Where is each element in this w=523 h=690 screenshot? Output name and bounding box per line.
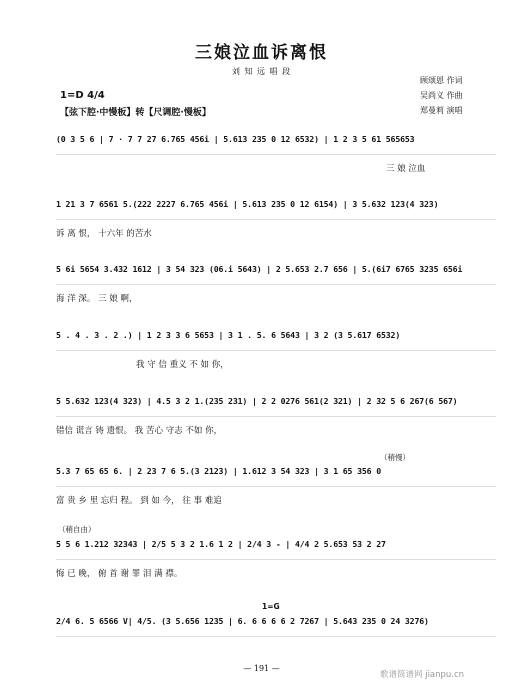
notation-line: 5 5 6 1.212 32343 | 2/5 5 3 2 1.6 1 2 | 2/4 3 - | 4/4 2 5.653 53 2 27 — [56, 539, 496, 560]
singer-credit: 郑曼莉 演唱 — [420, 106, 463, 115]
lyrics-line: 我 守 信 重义 不 如 你， — [136, 360, 229, 370]
song-title: 三娘泣血诉离恨 — [195, 43, 328, 63]
notation-line: 1 21 3 7 6561 5.(222 2227 6.765 456i | 5.613 235 0 12 6154) | 3 5.632 123(4 323) — [56, 199, 496, 220]
lyrics-line: 悔 已 晚， 俯 首 谢 罪 泪 满 襟。 — [56, 569, 183, 579]
mode-banner: 【弦下腔·中慢板】转【尺调腔·慢板】 — [60, 108, 211, 118]
credits-block — [420, 73, 463, 118]
composer-credit: 吴尚义 作曲 — [420, 91, 463, 100]
notation-line: 5 5.632 123(4 323) | 4.5 3 2 1.(235 231) | 2 2 0276 561(2 321) | 2 32 5 6 267(6 567) — [56, 396, 496, 417]
song-subtitle: 刘 知 远 唱 段 — [231, 67, 292, 76]
lyrics-line: 诉 离 恨， 十六年 的苦水 — [56, 229, 152, 239]
lyrics-line: 海 洋 深。 三 娘 啊， — [56, 294, 138, 304]
score-row-5 — [56, 396, 496, 454]
key-change-marking: 1=G — [262, 602, 280, 611]
score-row-6 — [56, 466, 496, 524]
notation-line: (0 3 5 6 | 7 · 7 7 27 6.765 456i | 5.613 235 0 12 6532) | 1 2 3 5 61 565653 — [56, 134, 496, 155]
score-row-3 — [56, 264, 496, 322]
notation-line: 5 6i 5654 3.432 1612 | 3 54 323 (06.i 5643) | 2 5.653 2.7 656 | 5.(6i7 6765 3235 656i — [56, 264, 496, 285]
page-number: — 191 — — [243, 664, 280, 673]
tempo-marking-free: （稍自由） — [58, 525, 96, 534]
site-watermark: 歌谱简谱网 jianpu.cn — [380, 670, 465, 680]
notation-line: 5 . 4 . 3 . 2 .) | 1 2 3 3 6 5653 | 3 1 . 5. 6 5643 | 3 2 (3 5.617 6532) — [56, 330, 496, 351]
lyrics-line: 富 贵 乡 里 忘归 程。 到 如 今， 往 事 难追 — [56, 496, 222, 506]
lyrics-line: 三 娘 泣血 — [386, 164, 426, 174]
score-row-4 — [56, 330, 496, 388]
tempo-marking-slow: （稍慢） — [380, 453, 410, 462]
notation-line: 2/4 6. 5 6566 V| 4/5. (3 5.656 1235 | 6. 6 6 6 6 2 7267 | 5.643 235 0 24 3276) — [56, 616, 496, 637]
score-row-7 — [56, 539, 496, 597]
lyricist-credit: 顾颂恩 作词 — [420, 76, 463, 85]
score-row-1 — [56, 134, 496, 192]
lyrics-line: 错信 谎言 铸 遗恨。 我 苦心 守志 不如 你， — [56, 426, 223, 436]
notation-line: 5.3 7 65 65 6. | 2 23 7 6 5.(3 2123) | 1.612 3 54 323 | 3 1 65 356 0 — [56, 466, 496, 487]
key-signature: 1=D 4/4 — [60, 90, 105, 101]
score-row-2 — [56, 199, 496, 257]
